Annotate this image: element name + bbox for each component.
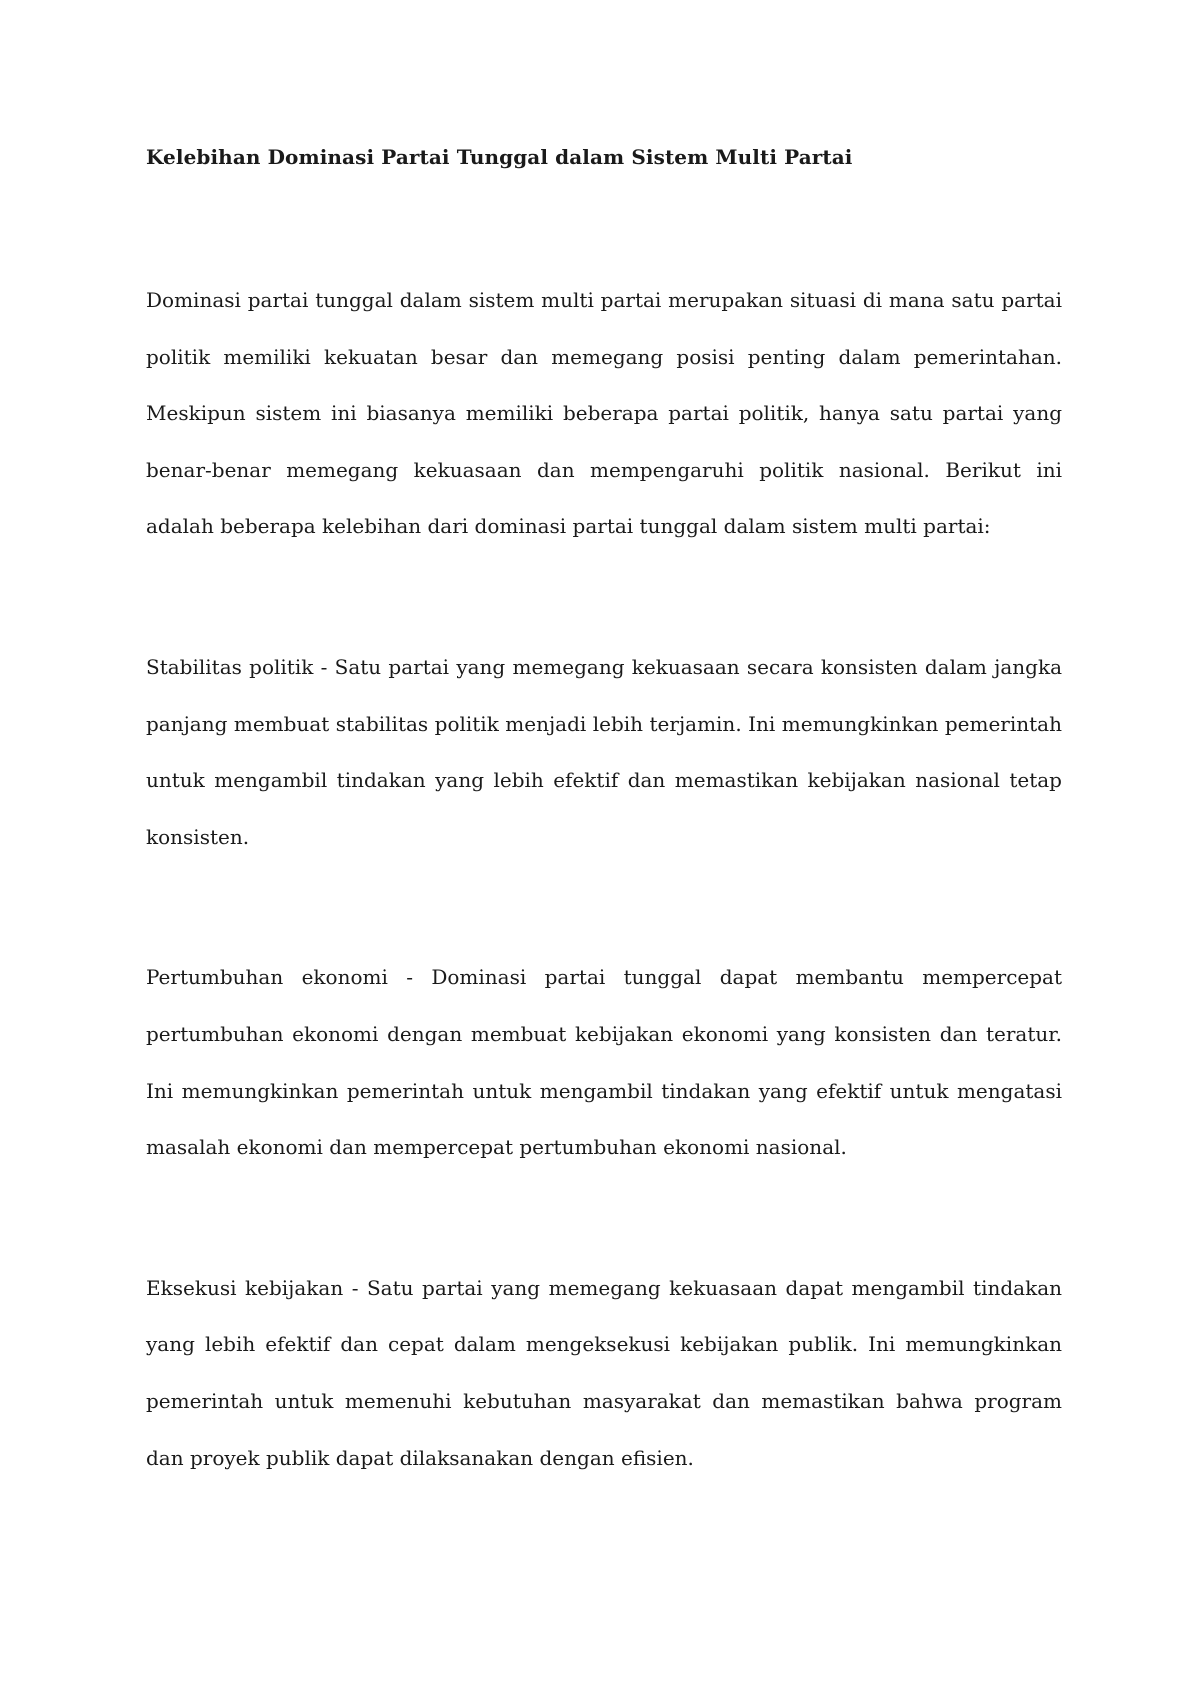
intro-paragraph: Dominasi partai tunggal dalam sistem multi partai merupakan situasi di mana satu partai politik memiliki kekuatan besar dan memegang posisi penting dalam pemerintahan. Meskipun sistem ini biasanya memiliki beberapa partai politik, hanya satu partai yang benar-benar memegang kekuasaan dan mempengaruhi politik nasional. Berikut ini adalah beberapa kelebihan dari dominasi partai tunggal dalam sistem multi partai: [146, 288, 1062, 539]
paragraph-political-stability: Stabilitas politik - Satu partai yang memegang kekuasaan secara konsisten dalam jangka panjang membuat stabilitas politik menjadi lebih terjamin. Ini memungkinkan pemerintah untuk mengambil tindakan yang lebih efektif dan memastikan kebijakan nasional tetap konsisten. [146, 654, 1062, 849]
document-body [146, 140, 1062, 1486]
paragraph-economic-growth: Pertumbuhan ekonomi - Dominasi partai tunggal dapat membantu mempercepat pertumbuhan ekonomi dengan membuat kebijakan ekonomi yang konsisten dan teratur. Ini memungkinkan pemerintah untuk mengambil tindakan yang efektif untuk mengatasi masalah ekonomi dan mempercepat pertumbuhan ekonomi nasional. [146, 965, 1062, 1160]
document-title: Kelebihan Dominasi Partai Tunggal dalam Sistem Multi Partai [146, 145, 853, 169]
paragraph-policy-execution: Eksekusi kebijakan - Satu partai yang memegang kekuasaan dapat mengambil tindakan yang lebih efektif dan cepat dalam mengeksekusi kebijakan publik. Ini memungkinkan pemerintah untuk memenuhi kebutuhan masyarakat dan memastikan bahwa program dan proyek publik dapat dilaksanakan dengan efisien. [146, 1275, 1062, 1470]
